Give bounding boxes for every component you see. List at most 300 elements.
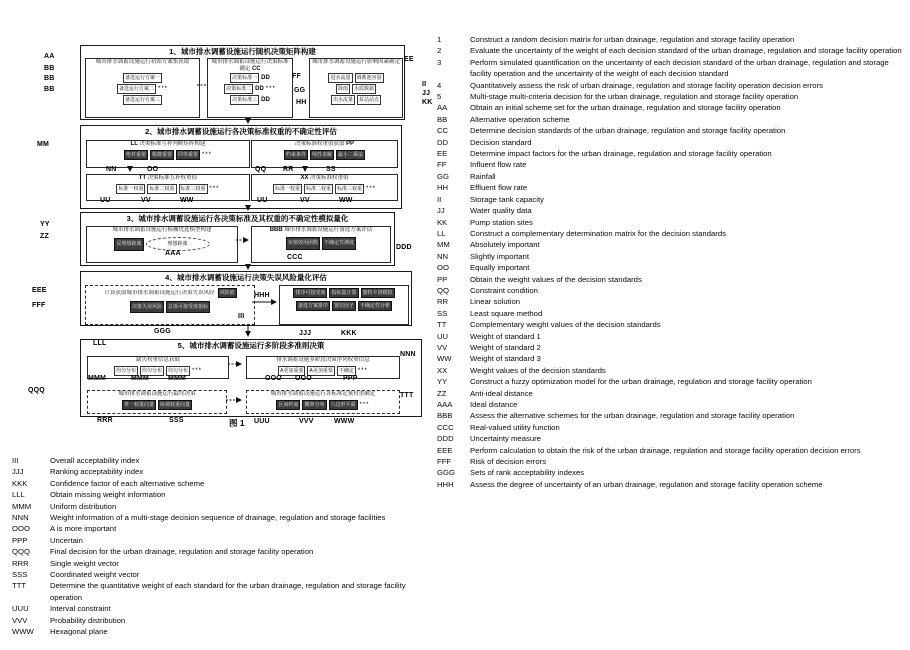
legend-code: WWW — [12, 627, 34, 637]
label-ZZ: ZZ — [40, 233, 49, 240]
label-GGG: GGG — [154, 328, 171, 335]
label-WWW: WWW — [334, 418, 355, 425]
label-TT: TT — [138, 175, 147, 181]
label-NN: NN — [106, 166, 117, 173]
box-impact-factors-title: 城市排水调蓄设施运行影响因素确定 — [311, 59, 400, 65]
legend-entry — [437, 353, 905, 364]
label-AA: AA — [44, 53, 55, 60]
legend-code: TT — [437, 320, 447, 330]
figure-caption: 图 1 — [229, 418, 245, 428]
legend-entry — [437, 80, 905, 91]
ideal-distance-ellipse: 理想距离 — [146, 237, 210, 251]
legend-code: BBB — [437, 411, 453, 421]
legend-text: Sets of rank acceptability indexes — [470, 468, 585, 478]
label-DDD: DDD — [396, 244, 412, 251]
matrix-item-3: 同等重要 — [178, 152, 199, 158]
legend-text: Obtain missing weight information — [50, 490, 166, 500]
connector-arrows — [0, 0, 460, 450]
label-KKK: KKK — [341, 330, 357, 337]
legend-entry — [437, 239, 905, 250]
legend-code: PP — [437, 274, 448, 284]
legend-text: Determine the quantitative weight of each standard for the urban drainage, regulation and storage facility operation — [50, 581, 406, 602]
legend-entry — [437, 251, 905, 262]
legend-code: 2 — [437, 46, 442, 56]
label-II: II — [422, 81, 427, 88]
box-quantitative-weight-title: 城市排水调蓄设施运行各标准定量权重确定 — [270, 391, 376, 397]
legend-entry — [437, 159, 905, 170]
label-DD: DD — [261, 97, 270, 103]
legend-code: QQ — [437, 285, 449, 295]
label-OOO: OOO — [265, 375, 282, 382]
more-important-1: A更加重要 — [280, 368, 304, 374]
risk-value-box: 风险值 — [219, 290, 235, 296]
legend-entry — [437, 296, 905, 307]
legend-code: BB — [437, 114, 448, 124]
label-UU: UU — [100, 197, 111, 204]
legend-entry — [437, 182, 905, 193]
legend-entry — [12, 466, 437, 477]
section-4-header: 4、城市排水调蓄设施运行决策失误风险量化评估 — [165, 273, 327, 282]
legend-code: EEE — [437, 445, 453, 455]
legend-text: Uncertainty measure — [470, 434, 541, 444]
legend-entry — [437, 285, 905, 296]
uniform-dist-3: 均匀分布 — [168, 368, 189, 374]
legend-entry — [12, 489, 437, 500]
label-CC: CC — [251, 65, 261, 72]
legend-entry — [437, 308, 905, 319]
box-fuzzy-model-title: 城市排水调蓄设施运行模糊优选模型构建 — [112, 227, 212, 233]
legend-code: VVV — [12, 615, 28, 625]
legend-code: RR — [437, 297, 449, 307]
legend-entry — [437, 194, 905, 205]
legend-entry — [12, 615, 437, 626]
label-DD: DD — [255, 86, 264, 92]
label-FFF: FFF — [32, 302, 46, 309]
legend-text: Effluent flow rate — [470, 183, 528, 193]
factor-rainfall-box: 降雨 — [337, 86, 348, 92]
bottom-legend — [12, 455, 437, 638]
label-DD: DD — [261, 75, 270, 81]
legend-entry — [437, 445, 905, 456]
legend-code: 5 — [437, 92, 442, 102]
risk-calc-text: 计算获取城市排水调蓄设施运行决策失误风险 — [104, 289, 215, 296]
legend-entry — [437, 125, 905, 136]
factor-quality-box: 水质数据 — [354, 86, 375, 92]
legend-entry — [12, 455, 437, 466]
legend-code: FFF — [437, 457, 452, 467]
section-3-header: 3、城市排水调蓄设施运行各决策标准及其权重的不确定性模拟量化 — [126, 214, 349, 223]
label-EE: EE — [404, 56, 414, 63]
label-GG: GG — [294, 87, 306, 94]
legend-code: DD — [437, 137, 449, 147]
box-final-decision-title: 城市排水调蓄设施运行最终决策 — [118, 391, 196, 397]
legend-text: Ideal distance — [470, 400, 518, 409]
legend-text: A is more important — [50, 524, 117, 534]
weight-values-title-text: 决策标准权重值获取 — [294, 141, 345, 147]
ellipsis-stars: *** — [265, 86, 276, 92]
uncertain-box: 不确定 — [338, 368, 354, 374]
legend-text: Coordinated weight vector — [50, 570, 140, 580]
legend-code: 1 — [437, 35, 442, 44]
standard-1-box: 决策标准一 — [232, 75, 258, 81]
label-RRR: RRR — [97, 417, 113, 424]
legend-text: Ranking acceptability index — [50, 467, 144, 477]
label-III: III — [238, 313, 245, 320]
ellipsis-stars: *** — [202, 152, 213, 158]
ellipsis-stars: *** — [359, 402, 370, 408]
label-VVV: VVV — [299, 418, 314, 425]
label-WW: WW — [180, 197, 194, 204]
label-UUU: UUU — [254, 418, 270, 425]
anti-ideal-distance-box: 反理想距离 — [114, 238, 143, 251]
label-PP: PP — [346, 141, 355, 147]
label-MMM: MMM — [131, 375, 150, 382]
legend-text: Perform calculation to obtain the risk of the urban drainage, regulation and storage facility operation decision errors — [470, 445, 861, 455]
scheme-2-box: 备选运行方案二 — [118, 86, 154, 92]
legend-entry — [12, 569, 437, 580]
legend-code: 4 — [437, 80, 442, 90]
legend-entry — [437, 388, 905, 399]
label-PPP: PPP — [343, 375, 358, 382]
legend-text: Weight of standard 2 — [470, 342, 541, 352]
legend-code: UU — [437, 331, 449, 341]
legend-text: Equally important — [470, 263, 530, 273]
label-OOO: OOO — [295, 375, 312, 382]
legend-text: Hexagonal plane — [50, 627, 108, 637]
label-VV: VV — [300, 197, 310, 204]
legend-entry — [437, 376, 905, 387]
legend-text: Real-valued utility function — [470, 422, 560, 432]
label-MM: MM — [37, 141, 50, 148]
legend-code: FF — [437, 160, 447, 170]
label-XX: XX — [300, 175, 309, 181]
legend-text: Overall acceptability index — [50, 456, 140, 465]
label-BBB: BBB — [269, 227, 283, 233]
smaa-item-1: 排序可接受度 — [295, 290, 326, 296]
more-important-2: A更加重要 — [309, 368, 333, 374]
legend-entry — [437, 433, 905, 444]
legend-text: Determine decision standards of the urban drainage, regulation and storage facility operation — [470, 126, 786, 136]
label-SSS: SSS — [169, 417, 184, 424]
legend-text: Weight of standard 3 — [470, 354, 541, 364]
legend-entry — [437, 365, 905, 376]
label-KK: KK — [422, 99, 433, 106]
label-LLL: LLL — [93, 340, 107, 347]
legend-entry — [437, 479, 905, 490]
legend-code: XX — [437, 365, 448, 375]
legend-entry — [12, 478, 437, 489]
legend-entry — [12, 501, 437, 512]
legend-code: LL — [437, 228, 446, 238]
legend-text: Obtain an initial scheme set for the urban drainage, regulation and storage facility operation — [470, 103, 781, 113]
factor-effluent-box: 出水流量 — [332, 97, 353, 103]
legend-text: Weight information of a multi-stage decision sequence of drainage, regulation and storage facilities — [50, 513, 386, 523]
legend-text: Influent flow rate — [470, 160, 527, 170]
legend-code: OO — [437, 263, 449, 273]
weights-item-2: 线性求解 — [311, 152, 332, 158]
complementary-weights-title-text: 决策标准互补权重值 — [147, 175, 198, 181]
label-OO: OO — [147, 166, 159, 173]
legend-code: HH — [437, 183, 449, 193]
legend-code: AAA — [437, 400, 453, 409]
legend-text: Absolutely important — [470, 240, 540, 250]
legend-entry — [437, 57, 905, 80]
label-VV: VV — [141, 197, 151, 204]
legend-code: ZZ — [437, 388, 447, 398]
standard-weight-values-title-text: 决策标准权重值 — [310, 175, 349, 181]
smaa-item-6: 不确定性分析 — [360, 303, 391, 309]
legend-text: Obtain the weight values of the decision standards — [470, 274, 642, 284]
legend-code: KKK — [12, 478, 28, 488]
legend-text: Construct a fuzzy optimization model for the urban drainage, regulation and storage facility operation — [470, 377, 812, 387]
overall-acceptability-box: 总体可接受度指标 — [166, 301, 210, 313]
legend-text: Anti-ideal distance — [470, 388, 533, 398]
label-BB: BB — [44, 65, 55, 72]
label-EEE: EEE — [32, 287, 47, 294]
utility-function-box: 实值效用函数 — [286, 237, 320, 250]
decision-error-risk-box: 决策失误风险 — [130, 301, 164, 313]
section-2-header: 2、城市排水调蓄设施运行各决策标准权重的不确定性评估 — [145, 127, 337, 136]
legend-text: Evaluate the uncertainty of the weight of each decision standard of the urban drainage, regulation and storage facility operation — [470, 46, 902, 56]
legend-code: 3 — [437, 57, 442, 67]
ellipsis-stars: *** — [366, 186, 377, 192]
standard-3-box: 决策标准三 — [232, 97, 258, 103]
legend-text: Confidence factor of each alternative scheme — [50, 478, 205, 488]
label-SS: SS — [326, 166, 336, 173]
legend-code: DDD — [437, 434, 454, 444]
label-JJJ: JJJ — [299, 330, 312, 337]
ellipsis-stars: *** — [357, 368, 368, 374]
coordinated-weight-vector-box: 协调权重向量 — [160, 402, 191, 408]
interval-constraint-box: 区间约束 — [278, 402, 299, 408]
legend-entry — [437, 399, 905, 410]
legend-code: CC — [437, 126, 449, 136]
legend-code: TTT — [12, 581, 27, 591]
label-JJ: JJ — [422, 90, 431, 97]
legend-code: WW — [437, 354, 452, 364]
legend-text: Linear solution — [470, 297, 521, 307]
legend-code: GG — [437, 171, 449, 181]
legend-entry — [437, 114, 905, 125]
legend-entry — [437, 171, 905, 182]
legend-code: II — [437, 194, 442, 204]
legend-code: EE — [437, 149, 448, 159]
legend-entry — [12, 512, 437, 523]
legend-text: Decision standard — [470, 137, 532, 147]
legend-text: Perform simulated quantification on the uncertainty of each decision standard of the urban drainage, regulation and storage facility operation and the uncertainty of the weight of each decision standard — [470, 57, 889, 79]
legend-code: QQQ — [12, 547, 30, 557]
matrix-item-2: 稍微重要 — [151, 152, 172, 158]
weight-value-2: 标准二权重 — [305, 186, 331, 192]
label-QQ: QQ — [255, 166, 267, 173]
label-HHH: HHH — [254, 292, 270, 299]
legend-code: HHH — [437, 479, 454, 489]
legend-text: Uniform distribution — [50, 501, 117, 511]
legend-code: III — [12, 456, 19, 465]
legend-text: Construct a complementary determination matrix for the decision standards — [470, 228, 726, 238]
legend-entry — [12, 523, 437, 534]
legend-text: Water quality data — [470, 206, 532, 216]
smaa-item-3: 蒙特卡洛模拟 — [362, 290, 393, 296]
legend-entry — [437, 45, 905, 56]
legend-text: Quantitatively assess the risk of urban drainage, regulation and storage facility operation decision errors — [470, 80, 823, 90]
legend-text: Construct a random decision matrix for urban drainage, regulation and storage facility operation — [470, 35, 795, 44]
legend-text: Assess the degree of uncertainty of an urban drainage, regulation and storage facility operation scheme — [470, 479, 823, 489]
label-NNN: NNN — [400, 351, 416, 358]
assess-alternatives-title-text: 城市排水调蓄设施运行备选方案评估 — [284, 227, 373, 233]
box-sequence-weight-title: 排水调蓄设施多阶段决策序列权重信息 — [276, 357, 370, 363]
smaa-item-4: 备选方案排序 — [297, 303, 328, 309]
legend-entry — [437, 319, 905, 330]
ellipsis-stars: *** — [192, 368, 203, 374]
legend-text: Uncertain — [50, 535, 83, 545]
legend-text: Pump station sites — [470, 217, 533, 227]
box-initial-scheme-title: 城市排水调蓄设施运行初始方案集获取 — [95, 59, 190, 65]
probability-dist-box: 概率分布 — [304, 402, 325, 408]
factor-tank-box: 调蓄池容量 — [356, 75, 382, 81]
label-AAA: AAA — [165, 250, 181, 257]
legend-text: Assess the alternative schemes for the urban drainage, regulation and storage facility operation — [470, 411, 795, 421]
label-YY: YY — [40, 221, 50, 228]
label-MMM: MMM — [88, 375, 107, 382]
label-HH: HH — [296, 99, 307, 106]
legend-code: MMM — [12, 501, 32, 511]
weights-item-1: 约束条件 — [285, 152, 306, 158]
uncertainty-measure-box: 不确定性测度 — [322, 237, 356, 250]
legend-text: Weight of standard 1 — [470, 331, 541, 341]
legend-entry — [437, 102, 905, 113]
legend-text: Slightly important — [470, 251, 529, 261]
legend-text: Single weight vector — [50, 558, 119, 568]
factor-influent-box: 进水流量 — [330, 75, 351, 81]
legend-text: Storage tank capacity — [470, 194, 544, 204]
smaa-item-2: 指标集计算 — [331, 290, 357, 296]
legend-entry — [437, 205, 905, 216]
scheme-1-box: 备选运行方案一 — [124, 75, 160, 81]
legend-text: Constraint condition — [470, 285, 538, 295]
legend-text: Weight values of the decision standards — [470, 365, 606, 375]
legend-entry — [437, 91, 905, 102]
matrix-item-1: 绝对重要 — [125, 152, 146, 158]
standard-2-box: 决策标准二 — [226, 86, 252, 92]
legend-code: NN — [437, 251, 449, 261]
legend-code: CCC — [437, 422, 454, 432]
legend-entry — [12, 626, 437, 637]
legend-code: UUU — [12, 604, 29, 614]
label-QQQ: QQQ — [28, 387, 45, 394]
label-WW: WW — [339, 197, 353, 204]
weight-value-3: 标准三权重 — [337, 186, 363, 192]
legend-entry — [12, 546, 437, 557]
legend-entry — [437, 410, 905, 421]
legend-entry — [437, 262, 905, 273]
legend-entry — [437, 456, 905, 467]
legend-text: Determine impact factors for the urban drainage, regulation and storage facility operation — [470, 149, 772, 159]
legend-text: Complementary weight values of the decision standards — [470, 320, 661, 330]
section-1-header: 1、城市排水调蓄设施运行随机决策矩阵构建 — [169, 47, 316, 56]
label-RR: RR — [283, 166, 294, 173]
legend-entry — [437, 331, 905, 342]
legend-entry — [437, 228, 905, 239]
ellipsis-stars: *** — [158, 86, 169, 92]
legend-text: Least square method — [470, 308, 543, 318]
box-missing-weight-title: 缺失权重信息获取 — [135, 357, 180, 363]
label-CCC: CCC — [287, 254, 303, 261]
legend-entry — [12, 603, 437, 614]
legend-code: AA — [437, 103, 448, 113]
comp-weight-1: 标准一权重 — [118, 186, 144, 192]
legend-code: SS — [437, 308, 448, 318]
legend-entry — [437, 422, 905, 433]
legend-entry — [12, 580, 437, 603]
comp-weight-2: 标准二权重 — [149, 186, 175, 192]
label-LL: LL — [130, 141, 138, 147]
legend-text: Interval constraint — [50, 604, 111, 614]
label-BB: BB — [44, 86, 55, 93]
legend-text: Rainfall — [470, 171, 496, 181]
legend-entry — [437, 274, 905, 285]
legend-entry — [437, 137, 905, 148]
smaa-item-5: 置信因子 — [333, 303, 354, 309]
comp-weight-3: 标准三权重 — [180, 186, 206, 192]
scheme-3-box: 备选运行方案三 — [124, 97, 160, 103]
legend-entry — [12, 535, 437, 546]
factor-pump-box: 泵站站点 — [359, 97, 380, 103]
legend-code: MM — [437, 240, 450, 250]
legend-code: NNN — [12, 513, 29, 523]
section-5-header: 5、城市排水调蓄设施运行多阶段多准则决策 — [177, 341, 325, 350]
uniform-dist-1: 均匀分布 — [115, 368, 136, 374]
legend-code: JJJ — [12, 467, 24, 477]
legend-text: Final decision for the urban drainage, regulation and storage facility operation — [50, 547, 314, 557]
legend-code: PPP — [12, 535, 28, 545]
single-weight-vector-box: 单一权重向量 — [123, 402, 154, 408]
legend-code: SSS — [12, 570, 28, 580]
legend-code: VV — [437, 342, 448, 352]
decision-standards-title-text: 城市排水调蓄设施运行决策标准确定 — [211, 59, 289, 72]
legend-entry — [437, 34, 905, 45]
legend-text: Multi-stage multi-criteria decision for the urban drainage, regulation and storage facility operation — [470, 92, 799, 102]
weights-item-3: 最小二乘法 — [338, 152, 364, 158]
legend-code: GGG — [437, 468, 455, 478]
legend-code: YY — [437, 377, 448, 387]
legend-code: LLL — [12, 490, 25, 500]
legend-entry — [437, 148, 905, 159]
legend-text: Probability distribution — [50, 615, 126, 625]
label-BB: BB — [44, 75, 55, 82]
complementary-matrix-title-text: 决策标准互补判断矩阵构建 — [139, 141, 206, 147]
legend-entry — [12, 558, 437, 569]
legend-code: KK — [437, 217, 448, 227]
legend-entry — [437, 342, 905, 353]
label-FF: FF — [292, 73, 301, 80]
legend-entry — [437, 467, 905, 478]
label-TTT: TTT — [400, 392, 414, 399]
weight-value-1: 标准一权重 — [274, 186, 300, 192]
label-MMM: MMM — [168, 375, 187, 382]
legend-code: OOO — [12, 524, 30, 534]
legend-code: RRR — [12, 558, 29, 568]
ellipsis-stars: *** — [209, 186, 220, 192]
hexagonal-plane-box: 六边形平面 — [330, 402, 356, 408]
right-legend — [437, 34, 905, 490]
legend-entry — [437, 217, 905, 228]
legend-code: JJ — [437, 206, 445, 216]
legend-text: Risk of decision errors — [470, 457, 547, 467]
label-UU: UU — [257, 197, 268, 204]
uniform-dist-2: 均匀分布 — [141, 368, 162, 374]
legend-text: Alternative operation scheme — [470, 114, 570, 124]
